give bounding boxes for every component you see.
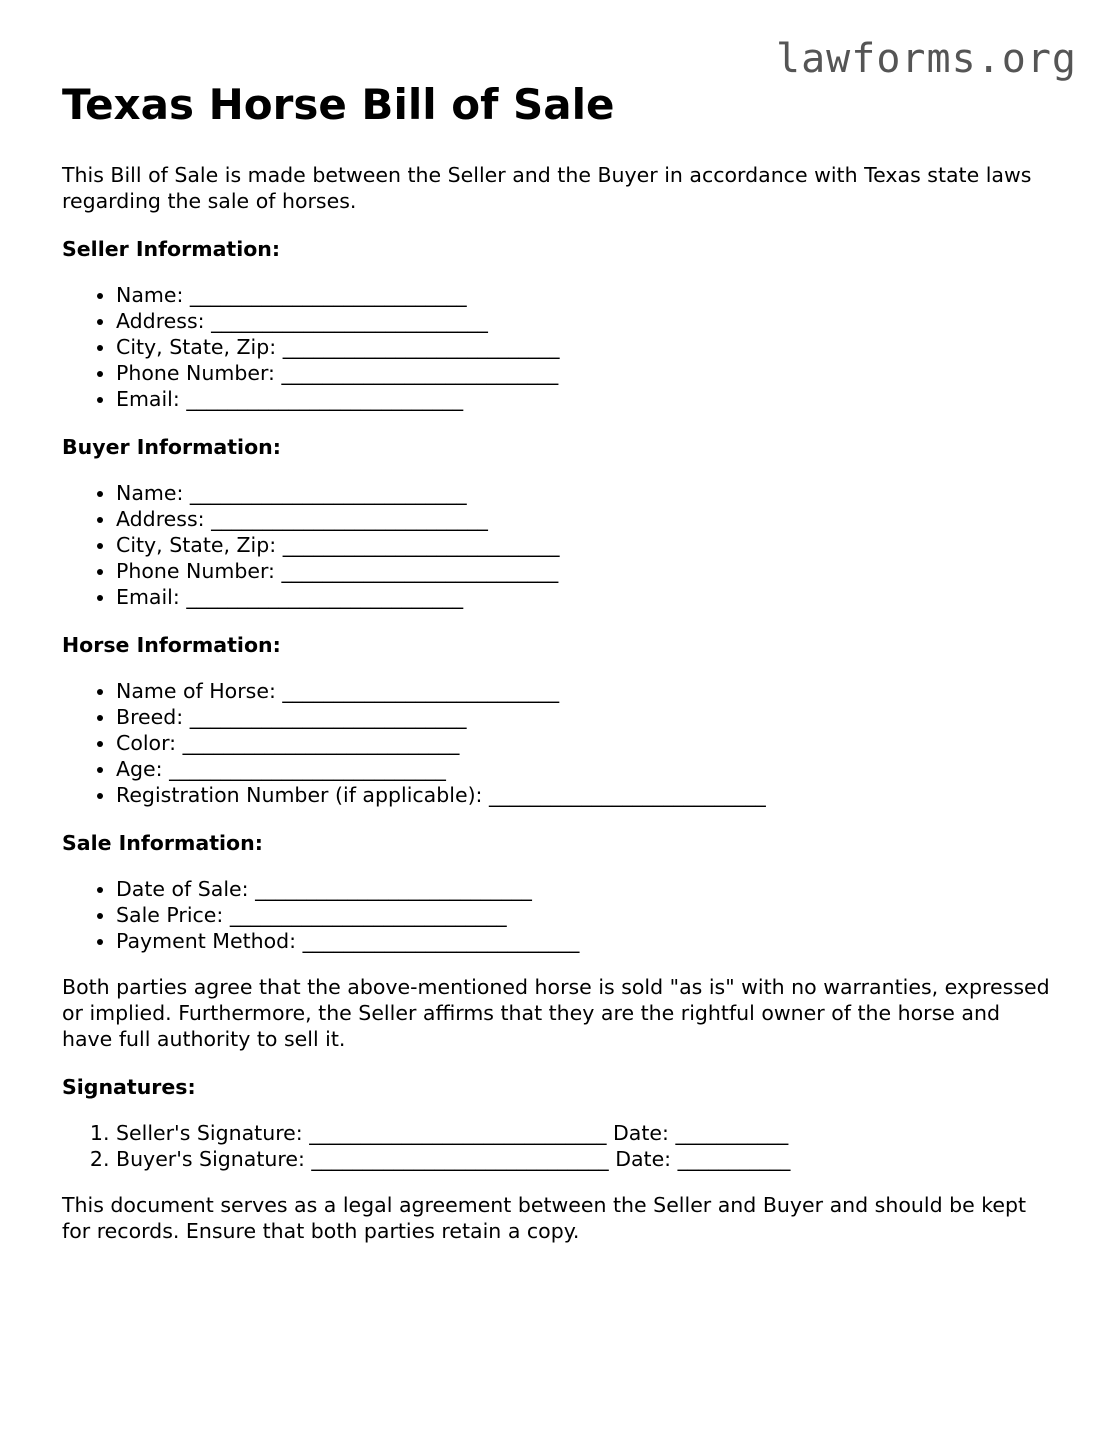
buyer-name-field[interactable]: • Name: ___________________________ (116, 480, 1052, 506)
page-title: Texas Horse Bill of Sale (62, 80, 615, 129)
seller-address-field[interactable]: • Address: ___________________________ (116, 308, 1052, 334)
buyer-address-field[interactable]: • Address: ___________________________ (116, 506, 1052, 532)
horse-age-field[interactable]: • Age: ___________________________ (116, 756, 1052, 782)
buyer-signature-line[interactable]: 2. Buyer's Signature: _____________________________ Date: ___________ (116, 1146, 1052, 1172)
horse-color-field[interactable]: • Color: ___________________________ (116, 730, 1052, 756)
sale-fields (62, 876, 1052, 954)
seller-email-field[interactable]: • Email: ___________________________ (116, 386, 1052, 412)
document (62, 78, 1052, 1244)
signature-list (62, 1120, 1052, 1172)
buyer-phone-field[interactable]: • Phone Number: ___________________________ (116, 558, 1052, 584)
horse-name-field[interactable]: • Name of Horse: ___________________________ (116, 678, 1052, 704)
watermark: lawforms.org (776, 36, 1077, 82)
seller-signature-line[interactable]: 1. Seller's Signature: _____________________________ Date: ___________ (116, 1120, 1052, 1146)
seller-city-state-zip-field[interactable]: • City, State, Zip: ___________________________ (116, 334, 1052, 360)
closing-paragraph: This document serves as a legal agreement between the Seller and Buyer and should be kept for records. Ensure that both parties retain a copy. (62, 1193, 1027, 1243)
buyer-city-state-zip-field[interactable]: • City, State, Zip: ___________________________ (116, 532, 1052, 558)
signatures-heading: Signatures: (62, 1075, 196, 1099)
buyer-heading: Buyer Information: (62, 435, 281, 459)
intro-paragraph: This Bill of Sale is made between the Seller and the Buyer in accordance with Texas state laws regarding the sale of horses. (62, 163, 1032, 213)
horse-registration-field[interactable]: • Registration Number (if applicable): ___________________________ (116, 782, 1052, 808)
sale-heading: Sale Information: (62, 831, 263, 855)
seller-fields (62, 282, 1052, 412)
horse-fields (62, 678, 1052, 808)
payment-method-field[interactable]: • Payment Method: ___________________________ (116, 928, 1052, 954)
buyer-email-field[interactable]: • Email: ___________________________ (116, 584, 1052, 610)
horse-heading: Horse Information: (62, 633, 281, 657)
warranty-paragraph: Both parties agree that the above-mentioned horse is sold "as is" with no warranties, expressed or implied. Furthermore, the Seller affirms that they are the rightful owner of the horse and have full authority to sell it. (62, 975, 1050, 1051)
seller-heading: Seller Information: (62, 237, 281, 261)
seller-name-field[interactable]: • Name: ___________________________ (116, 282, 1052, 308)
sale-price-field[interactable]: • Sale Price: ___________________________ (116, 902, 1052, 928)
sale-date-field[interactable]: • Date of Sale: ___________________________ (116, 876, 1052, 902)
buyer-fields (62, 480, 1052, 610)
horse-breed-field[interactable]: • Breed: ___________________________ (116, 704, 1052, 730)
seller-phone-field[interactable]: • Phone Number: ___________________________ (116, 360, 1052, 386)
